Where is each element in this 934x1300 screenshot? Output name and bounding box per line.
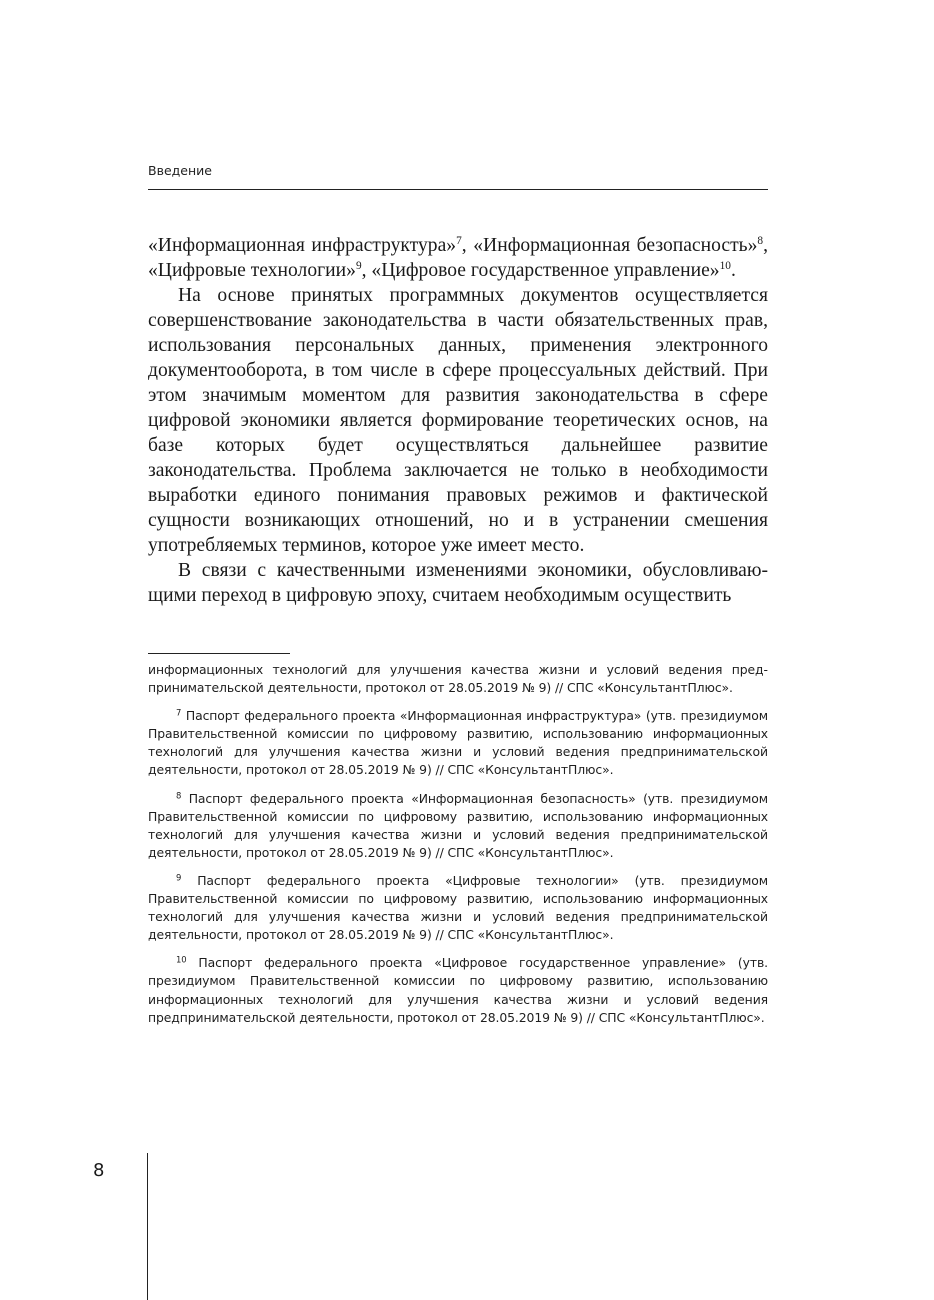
paragraph-1	[148, 233, 768, 283]
footnote-number: 10	[176, 954, 187, 965]
running-title: Введение	[148, 163, 212, 178]
page-number-divider	[147, 1153, 148, 1300]
footnote-text: Паспорт федерального проекта «Информационная безопасность» (утв. президиумом Правительственной комиссии по цифровому развитию, использованию информационных технологий для улучшения качества жизни и условий ведения предпринимательской деятельности, протокол от 28.05.2019 № 9) // СПС «КонсультантПлюс».	[148, 790, 768, 860]
footnote-9	[148, 872, 768, 944]
footnote-continued: информационных технологий для улучшения качества жизни и условий ведения предпринимательской деятельности, протокол от 28.05.2019 № 9) // СПС «КонсультантПлюс».	[148, 662, 768, 696]
footnote-text: Паспорт федерального проекта «Информационная инфраструктура» (утв. президиумом Правительственной комиссии по цифровому развитию, использованию информационных технологий для улучшения качества жизни и условий ведения предпринимательской деятельности, протокол от 28.05.2019 № 9) // СПС «КонсультантПлюс».	[148, 708, 768, 778]
main-text	[148, 233, 768, 608]
footnote-ref-7[interactable]: 7	[456, 234, 462, 247]
p1-part-e: .	[730, 260, 736, 281]
page-number: 8	[93, 1160, 105, 1181]
header-divider	[148, 189, 768, 190]
footnote-ref-10[interactable]: 10	[719, 259, 731, 272]
footnotes	[148, 661, 768, 1027]
footnote-text: Паспорт федерального проекта «Цифровое государственное управление» (утв. президиумом Правительственной комиссии по цифровому развитию, использованию информационных технологий для улучшения качества жизни и условий ведения предпринимательской деятельности, протокол от 28.05.2019 № 9) // СПС «КонсультантПлюс».	[148, 955, 768, 1025]
footnote-ref-8[interactable]: 8	[757, 234, 764, 247]
footnote-text: Паспорт федерального проекта «Цифровые технологии» (утв. президиумом Правительственной комиссии по цифровому развитию, использованию информационных технологий для улучшения качества жизни и условий ведения предпринимательской деятельности, протокол от 28.05.2019 № 9) // СПС «КонсультантПлюс».	[148, 872, 768, 943]
p1-part-a: «Информационная инфраструктура»	[148, 235, 457, 256]
footnote-number: 9	[176, 872, 182, 883]
footnote-number: 8	[176, 789, 182, 800]
p1-part-c: , «Цифровые технологии»	[148, 235, 768, 281]
p1-part-b: , «Информационная безопасность»	[461, 235, 758, 256]
paragraph-2: На основе принятых программных документов осуществляется совершенствование законодательства в части обязательственных прав, использования персональных данных, применения электронного документооборота, в том числе в сфере процессуальных действий. При этом значимым моментом для развития законодательства в сфере цифровой экономики является формирование теоретических основ, на базе которых будет осуществляться дальнейшее развитие законодательства. Проблема заключается не только в необходимости выработки единого понимания правовых режимов и фактической сущности возникающих отношений, но и в устранении смешения употребляемых терминов, которое уже имеет место.	[148, 285, 768, 556]
footnote-10	[148, 954, 768, 1026]
footnote-ref-9[interactable]: 9	[355, 259, 362, 272]
footnote-number: 7	[176, 707, 182, 718]
paragraph-3: В связи с качественными изменениями экономики, обусловливающими переход в цифровую эпоху, считаем необходимым осуществить	[148, 560, 768, 606]
footnote-8	[148, 790, 768, 862]
footnote-separator	[148, 653, 290, 654]
footnote-7	[148, 707, 768, 779]
p1-part-d: , «Цифровое государственное управление»	[361, 260, 720, 281]
